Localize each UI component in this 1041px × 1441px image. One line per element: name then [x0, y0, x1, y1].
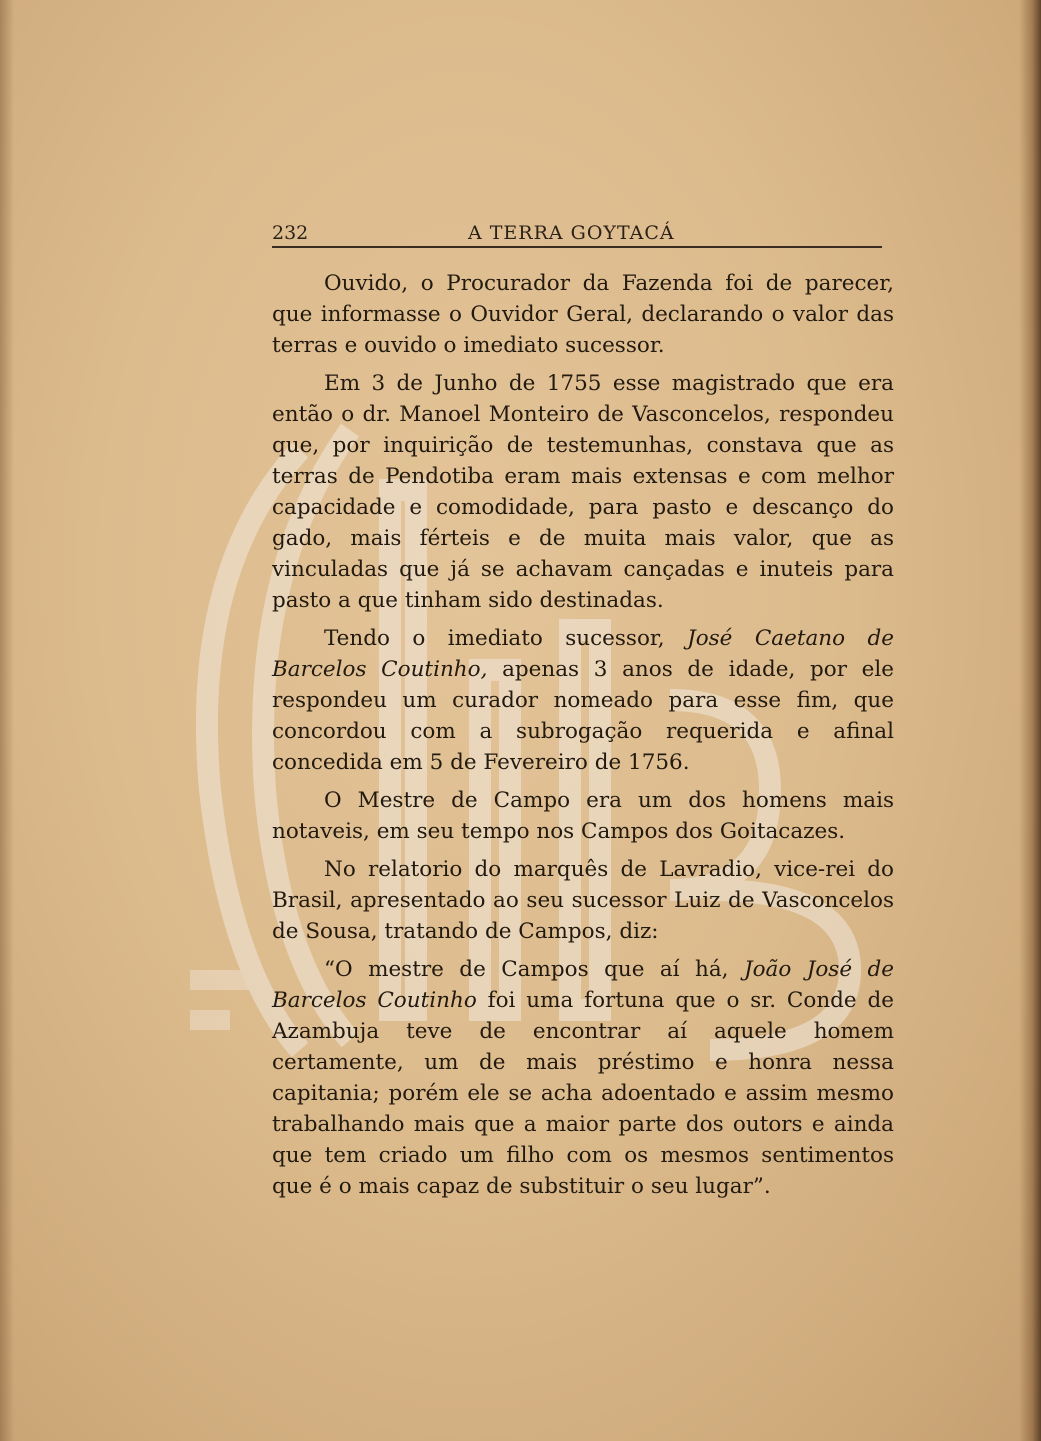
- paragraph: [272, 954, 894, 1202]
- quote-text: “O mestre de Campos que aí há,: [324, 957, 744, 982]
- page-left-edge-shadow: [0, 0, 14, 1441]
- paragraph: [272, 623, 894, 778]
- italic-name: José Caetano de Barcelos Coutinho,: [272, 626, 894, 682]
- page-number: 232: [272, 222, 309, 244]
- page-right-edge-shadow: [1019, 0, 1041, 1441]
- paragraph: No relatorio do marquês de Lavradio, vice-rei do Brasil, apresentado ao seu sucessor Luiz de Vasconcelos de Sousa, tratando de Campos, diz:: [272, 857, 894, 944]
- quote-text: foi uma fortuna que o sr. Conde de Azambuja teve de encontrar aí aquele homem certamente, um de mais préstimo e honra nessa capitania; porém ele se acha adoentado e assim mesmo trabalhando mais que a maior parte dos outors e ainda que tem criado um filho com os mesmos sentimentos que é o mais capaz de substituir o seu lugar”.: [272, 988, 894, 1199]
- paragraph: Em 3 de Junho de 1755 esse magistrado que era então o dr. Manoel Monteiro de Vasconcelos, respondeu que, por inquirição de testemunhas, constava que as terras de Pendotiba eram mais extensas e com melhor capacidade e comodidade, para pasto e descanço do gado, mais férteis e de muita mais valor, que as vinculadas que já se achavam cançadas e inuteis para pasto a que tinham sido destinadas.: [272, 371, 894, 613]
- paragraph-text: apenas 3 anos de idade, por ele respondeu um curador nomeado para esse fim, que concordou com a subrogação requerida e afinal concedida em 5 de Fevereiro de 1756.: [272, 657, 894, 775]
- body-text: [272, 268, 894, 1209]
- paragraph-text: Tendo o imediato sucessor,: [324, 626, 688, 651]
- paragraph: O Mestre de Campo era um dos homens mais notaveis, em seu tempo nos Campos dos Goitacazes.: [272, 788, 894, 844]
- paragraph: Ouvido, o Procurador da Fazenda foi de parecer, que informasse o Ouvidor Geral, declarando o valor das terras e ouvido o imediato sucessor.: [272, 271, 894, 358]
- running-title: A TERRA GOYTACÁ: [468, 222, 675, 244]
- italic-name: João José de Barcelos Coutinho: [272, 957, 894, 1013]
- header-rule: [272, 246, 882, 248]
